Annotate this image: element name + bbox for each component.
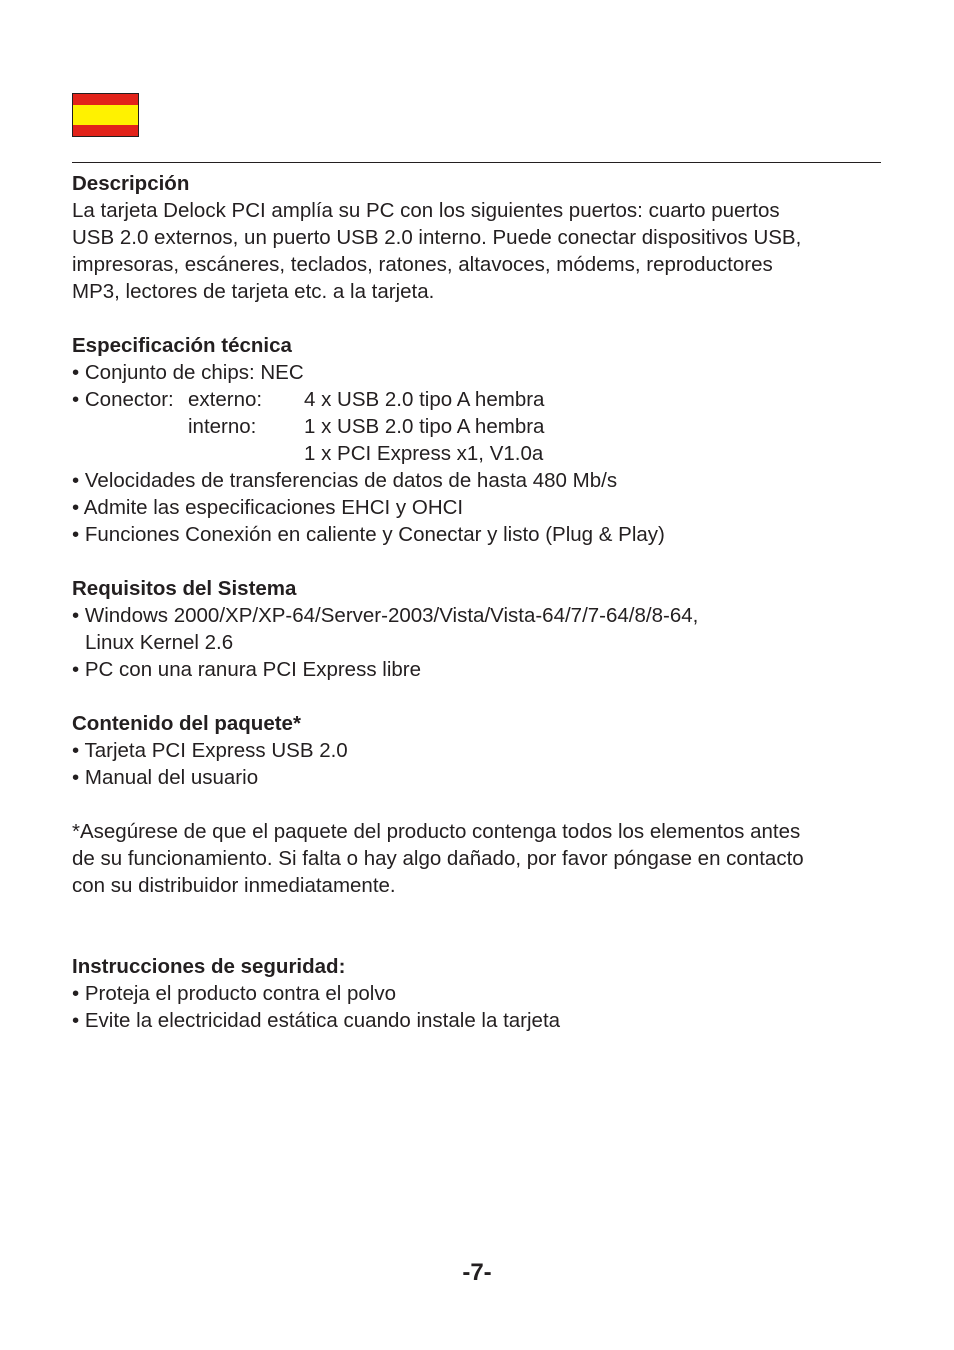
requirements-heading: Requisitos del Sistema — [72, 577, 297, 600]
description-heading: Descripción — [72, 172, 190, 195]
spec-item: • Funciones Conexión en caliente y Conectar y listo (Plug & Play) — [72, 523, 665, 546]
spec-connector-label: • Conector: — [72, 388, 174, 411]
requirement-item-continuation: Linux Kernel 2.6 — [85, 631, 234, 654]
spec-connector-external — [72, 386, 884, 413]
spec-chipset: • Conjunto de chips: NEC — [72, 361, 304, 384]
safety-item: • Evite la electricidad estática cuando instale la tarjeta — [72, 1009, 561, 1032]
safety-heading: Instrucciones de seguridad: — [72, 955, 346, 978]
safety-item: • Proteja el producto contra el polvo — [72, 982, 396, 1005]
header-divider — [72, 162, 881, 163]
package-item: • Tarjeta PCI Express USB 2.0 — [72, 739, 348, 762]
spec-item: • Velocidades de transferencias de datos de hasta 480 Mb/s — [72, 469, 618, 492]
description-line: La tarjeta Delock PCI amplía su PC con los siguientes puertos: cuarto puertos — [72, 199, 780, 222]
flag-red-stripe-top — [73, 94, 138, 105]
description-section — [72, 170, 884, 305]
package-item: • Manual del usuario — [72, 766, 259, 789]
safety-section — [72, 953, 884, 1034]
package-note — [72, 818, 884, 899]
spec-connector-pci — [72, 440, 884, 467]
spec-internal-value: 1 x USB 2.0 tipo A hembra — [304, 415, 545, 438]
spec-external-value: 4 x USB 2.0 tipo A hembra — [304, 388, 545, 411]
note-line: *Asegúrese de que el paquete del producto contenga todos los elementos antes — [72, 820, 801, 843]
specs-section — [72, 332, 884, 548]
package-section — [72, 710, 884, 791]
manual-content — [72, 170, 884, 1061]
requirement-item: • PC con una ranura PCI Express libre — [72, 658, 422, 681]
spec-pci-value: 1 x PCI Express x1, V1.0a — [304, 442, 544, 465]
package-heading: Contenido del paquete* — [72, 712, 301, 735]
note-line: con su distribuidor inmediatamente. — [72, 874, 396, 897]
note-line: de su funcionamiento. Si falta o hay algo dañado, por favor póngase en contacto — [72, 847, 804, 870]
page-number: -7- — [462, 1259, 492, 1286]
description-line: impresoras, escáneres, teclados, ratones, altavoces, módems, reproductores — [72, 253, 773, 276]
requirements-section — [72, 575, 884, 683]
specs-heading: Especificación técnica — [72, 334, 292, 357]
spec-internal-label: interno: — [188, 415, 257, 438]
spain-flag-icon — [72, 93, 139, 137]
flag-yellow-stripe — [73, 105, 138, 125]
spec-external-label: externo: — [188, 388, 263, 411]
description-line: USB 2.0 externos, un puerto USB 2.0 interno. Puede conectar dispositivos USB, — [72, 226, 802, 249]
spec-item: • Admite las especificaciones EHCI y OHCI — [72, 496, 464, 519]
flag-red-stripe-bottom — [73, 125, 138, 136]
description-line: MP3, lectores de tarjeta etc. a la tarjeta. — [72, 280, 435, 303]
requirement-item: • Windows 2000/XP/XP-64/Server-2003/Vista/Vista-64/7/7-64/8/8-64, — [72, 604, 699, 627]
spec-connector-internal — [72, 413, 884, 440]
